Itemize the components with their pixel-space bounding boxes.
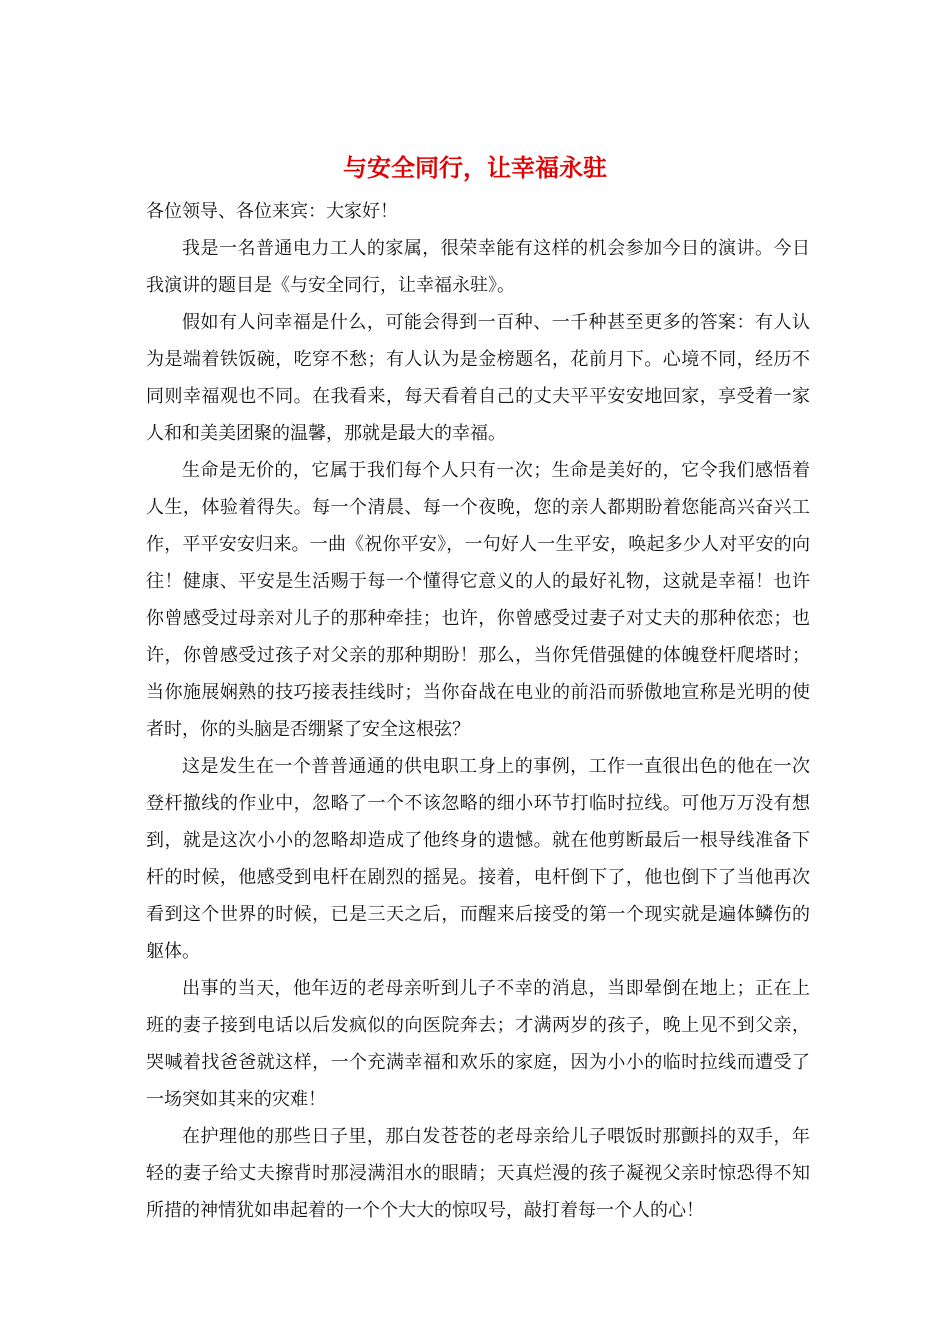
paragraph-5: 出事的当天，他年迈的老母亲听到儿子不幸的消息，当即晕倒在地上；正在上班的妻子接到电话以后发疯似的向医院奔去；才满两岁的孩子，晚上见不到父亲，哭喊着找爸爸就这样，一个充满幸福和欢乐的家庭，因为小小的临时拉线而遭受了一场突如其来的灾难！ <box>146 978 810 1110</box>
paragraph-1: 我是一名普通电力工人的家属，很荣幸能有这样的机会参加今日的演讲。今日我演讲的题目是《与安全同行，让幸福永驻》。 <box>146 238 810 296</box>
greeting: 各位领导、各位来宾：大家好！ <box>146 201 398 222</box>
document-title: 与安全同行，让幸福永驻 <box>343 153 607 182</box>
paragraph-6: 在护理他的那些日子里，那白发苍苍的老母亲给儿子喂饭时那颤抖的双手，年轻的妻子给丈夫擦背时那浸满泪水的眼睛；天真烂漫的孩子凝视父亲时惊恐得不知所措的神情犹如串起着的一个个大大的惊叹号，敲打着每一个人的心！ <box>146 1126 810 1221</box>
document-body <box>146 193 810 1229</box>
paragraph-2: 假如有人问幸福是什么，可能会得到一百种、一千种甚至更多的答案：有人认为是端着铁饭碗，吃穿不愁；有人认为是金榜题名，花前月下。心境不同，经历不同则幸福观也不同。在我看来，每天看着自己的丈夫平平安安地回家，享受着一家人和和美美团聚的温馨，那就是最大的幸福。 <box>146 312 810 444</box>
paragraph-4: 这是发生在一个普普通通的供电职工身上的事例，工作一直很出色的他在一次登杆撤线的作业中，忽略了一个不该忽略的细小环节打临时拉线。可他万万没有想到，就是这次小小的忽略却造成了他终身的遗憾。就在他剪断最后一根导线准备下杆的时候，他感受到电杆在剧烈的摇晃。接着，电杆倒下了，他也倒下了当他再次看到这个世界的时候，已是三天之后，而醒来后接受的第一个现实就是遍体鳞伤的躯体。 <box>146 756 810 962</box>
paragraph-3: 生命是无价的，它属于我们每个人只有一次；生命是美好的，它令我们感悟着人生，体验着得失。每一个清晨、每一个夜晚，您的亲人都期盼着您能高兴奋兴工作，平平安安归来。一曲《祝你平安》，一句好人一生平安，唤起多少人对平安的向往！健康、平安是生活赐于每一个懂得它意义的人的最好礼物，这就是幸福！也许你曾感受过母亲对儿子的那种牵挂；也许，你曾感受过妻子对丈夫的那种依恋；也许，你曾感受过孩子对父亲的那种期盼！那么，当你凭借强健的体魄登杆爬塔时；当你施展娴熟的技巧接表挂线时；当你奋战在电业的前沿而骄傲地宣称是光明的使者时，你的头脑是否绷紧了安全这根弦？ <box>146 460 810 740</box>
